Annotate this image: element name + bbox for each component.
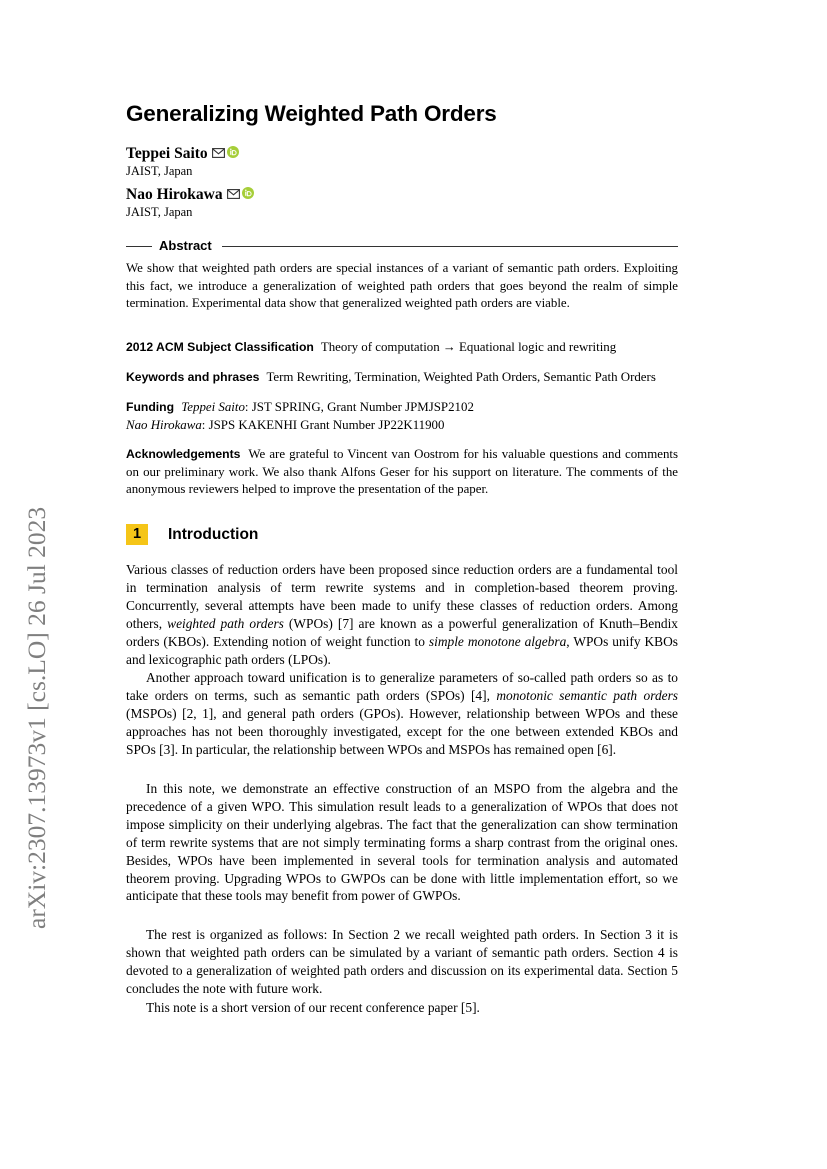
divider — [222, 246, 678, 247]
acm-label: 2012 ACM Subject Classification — [126, 340, 314, 354]
author-name: Nao Hirokawa — [126, 186, 223, 203]
abstract-text: We show that weighted path orders are special instances of a variant of semantic path orders. Exploiting this fact, we introduce a generalization of weighted path orders that goes beyond the realm of simple termination. Experimental data show that generalized weighted path orders are viable. — [126, 261, 678, 311]
funding-name: Teppei Saito — [181, 400, 245, 414]
text-run: (WPOs) [7] are known as a powerful generalization of Knuth–Bendix orders (KBOs). Extending notion of weight function to — [126, 615, 678, 649]
paragraph-4: The rest is organized as follows: In Section 2 we recall weighted path orders. In Section 3 it is shown that weighted path orders can be simulated by a variant of semantic path orders. Section 4 is devoted to a generalization of weighted path orders and discussion on its experimental data. Section 5 concludes the note with future work. — [126, 927, 678, 996]
keywords — [126, 369, 678, 387]
funding-label: Funding — [126, 400, 175, 414]
acknowledgements-label: Acknowledgements — [126, 447, 241, 461]
funding-text: : JSPS KAKENHI Grant Number JP22K11900 — [201, 417, 445, 432]
paragraph-1 — [126, 561, 678, 668]
acm-classification — [126, 339, 678, 357]
paragraph-2 — [126, 669, 678, 759]
orcid-icon[interactable] — [227, 145, 239, 163]
author-2 — [126, 186, 254, 204]
abstract-heading — [126, 238, 678, 254]
emphasis: simple monotone algebra — [428, 633, 567, 649]
text-run: Various classes of reduction orders have been proposed since reduction orders are a fundamental tool in termination analysis of term rewrite systems and in completion-based theorem proving. Concurrently, several attempts have been made to unify these classes of reduction orders. Among others, — [126, 562, 678, 631]
section-title: Introduction — [168, 526, 259, 543]
orcid-icon[interactable] — [242, 186, 254, 204]
envelope-icon[interactable] — [227, 186, 240, 204]
keywords-label: Keywords and phrases — [126, 370, 260, 384]
acknowledgements-text: We are grateful to Vincent van Oostrom for his valuable questions and comments on our preliminary work. We also thank Alfons Geser for his support on literature. The comments of the anonymous reviewers helped to improve the presentation of the paper. — [126, 447, 678, 497]
abstract-label: Abstract — [159, 238, 212, 253]
author-name: Teppei Saito — [126, 145, 208, 162]
funding-text: : JST SPRING, Grant Number JPMJSP2102 — [244, 400, 474, 414]
section-number: 1 — [126, 524, 148, 545]
envelope-icon[interactable] — [212, 145, 225, 163]
acm-text: Theory of computation → Equational logic and rewriting — [320, 340, 617, 354]
author-1 — [126, 145, 239, 163]
arxiv-identifier: arXiv:2307.13973v1 [cs.LO] 26 Jul 2023 — [22, 506, 51, 929]
emphasis: monotonic semantic path orders — [496, 687, 679, 703]
text-run: , WPOs unify KBOs and lexicographic path orders (LPOs). — [126, 633, 678, 667]
funding — [126, 399, 678, 434]
author-2-affiliation: JAIST, Japan — [126, 205, 193, 219]
author-1-affiliation: JAIST, Japan — [126, 164, 193, 178]
paragraph-5: This note is a short version of our recent conference paper [5]. — [146, 1000, 480, 1015]
divider — [126, 246, 152, 247]
text-run: Another approach toward unification is to generalize parameters of so-called path orders so as to take orders on terms, such as semantic path orders (SPOs) [4], — [126, 670, 678, 703]
acknowledgements — [126, 446, 678, 499]
funding-name: Nao Hirokawa — [126, 417, 202, 432]
paragraph-3: In this note, we demonstrate an effective construction of an MSPO from the algebra and the precedence of a given WPO. This simulation result leads to a generalization of WPOs that does not impose simplicity on their underlying algebras. The fact that the generalization can show termination of term rewrite systems that are not simply terminating forms a sharp contrast from the original ones. Besides, WPOs have been implemented in several tools for termination analysis and automated theorem proving. Upgrading WPOs to GWPOs can be done with little implementation effort, so we anticipate that these tools may benefit from power of GWPOs. — [126, 781, 678, 904]
keywords-text: Term Rewriting, Termination, Weighted Path Orders, Semantic Path Orders — [266, 370, 656, 384]
paper-title: Generalizing Weighted Path Orders — [126, 101, 497, 126]
emphasis: weighted path orders — [167, 615, 284, 631]
text-run: (MSPOs) [2, 1], and general path orders (GPOs). However, relationship between WPOs and these approaches has not been thoroughly investigated, except for the one between extended KBOs and SPOs [3]. In particular, the relationship between WPOs and MSPOs has remained open [6]. — [126, 705, 678, 757]
